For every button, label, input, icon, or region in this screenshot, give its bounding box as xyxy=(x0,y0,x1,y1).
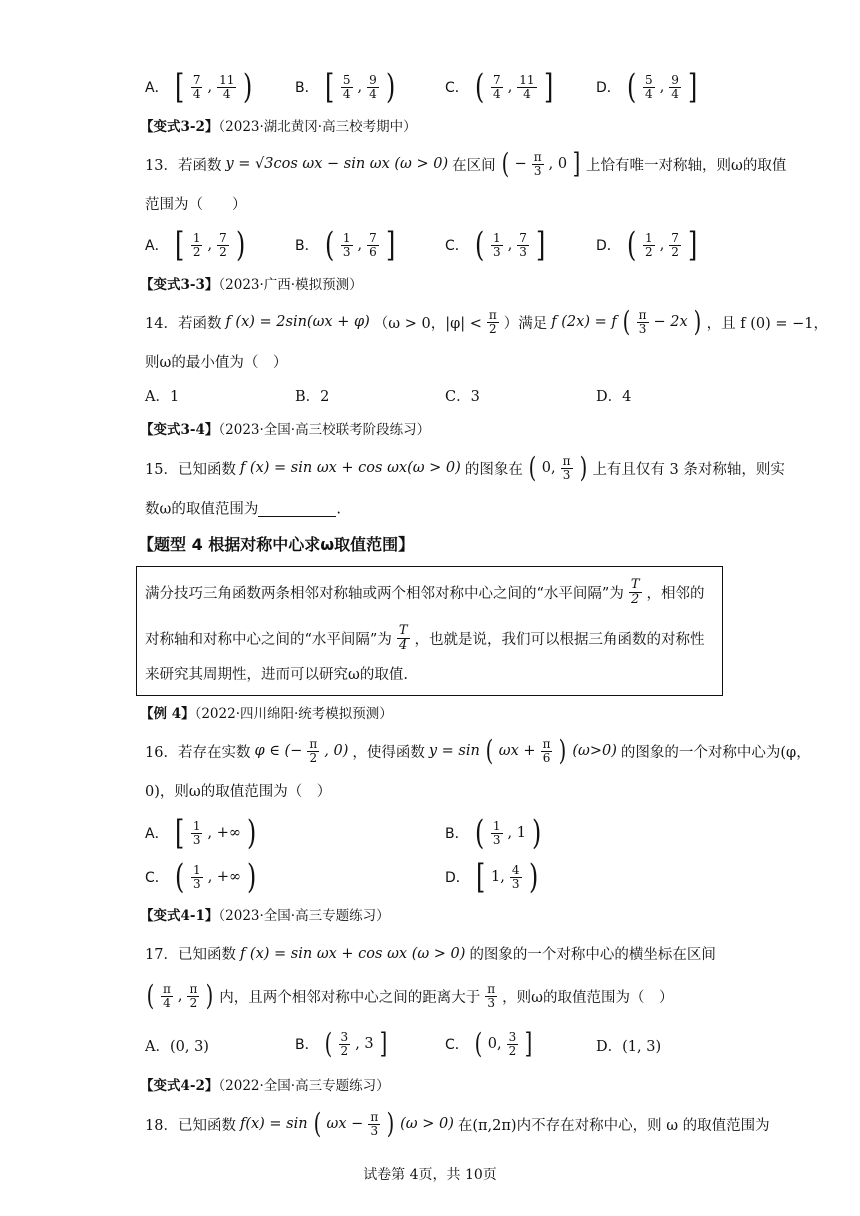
option-b: B． ( $\frac{1}{3}$ , 1 ) xyxy=(445,813,542,853)
page-footer: 试卷第 4页，共 10页 xyxy=(363,1167,497,1183)
option-d: D．4 xyxy=(596,389,632,405)
option-a: A．(0, 3) xyxy=(145,1039,209,1055)
option-a: A． [ $\frac{1}{2}$ , $\frac{7}{2}$ ) xyxy=(145,225,246,265)
question-14: 14．若函数 f (x) = 2sin(ωx + φ) （ω > 0，|φ| < $\frac{\pi}{2}$ ）满足 f (2x) = f ( $\frac{\pi}{3}$ − 2x ) ，且 f (0) = −1， xyxy=(145,305,829,338)
option-c: C． ( $\frac{1}{3}$ , $\frac{7}{3}$ ] xyxy=(445,225,546,265)
variant-heading: 【变式4-2】（2022·全国·高三专题练习） xyxy=(140,1078,390,1094)
option-c: C． ( $\frac{7}{4}$ , $\frac{11}{4}$ ] xyxy=(445,67,553,107)
question-17: 17．已知函数 f (x) = sin ωx + cos ωx (ω > 0) 的图象的一个对称中心的横坐标在区间 xyxy=(145,945,716,963)
option-a: A． [ $\frac{1}{3}$ , +∞ ) xyxy=(145,813,257,853)
option-c: C．3 xyxy=(445,389,480,405)
question-18: 18．已知函数 f(x) = sin ( ωx − $\frac{\pi}{3}$ ) (ω > 0) 在(π,2π)内不存在对称中心，则 ω 的取值范围为 xyxy=(145,1107,770,1140)
tips-line-2: 对称轴和对称中心之间的“水平间隔”为 $\frac{T}{4}$ ，也就是说，我们可以根据三角函数的对称性 xyxy=(145,623,705,653)
variant-heading: 【变式3-4】（2023·全国·高三校联考阶段练习） xyxy=(140,422,431,438)
tips-line-3: 来研究其周期性，进而可以研究ω的取值. xyxy=(145,667,408,683)
option-a: A． [ $\frac{7}{4}$ , $\frac{11}{4}$ ) xyxy=(145,67,253,107)
question-17-line2: ( $\frac{\pi}{4}$ , $\frac{\pi}{2}$ ) 内，且两个相邻对称中心之间的距离大于 $\frac{\pi}{3}$ ，则ω的取值范围为（ ） xyxy=(146,979,674,1012)
option-d: D． [ 1, $\frac{4}{3}$ ) xyxy=(445,857,538,897)
option-c: C． ( $\frac{1}{3}$ , +∞ ) xyxy=(145,857,257,897)
option-d: D． ( $\frac{5}{4}$ , $\frac{9}{4}$ ] xyxy=(596,67,698,107)
answer-blank xyxy=(258,502,336,517)
option-d: D． ( $\frac{1}{2}$ , $\frac{7}{2}$ ] xyxy=(596,225,698,265)
option-b: B． ( $\frac{3}{2}$ , 3 ] xyxy=(295,1027,387,1060)
question-15-line2: 数ω的取值范围为 . xyxy=(145,501,341,518)
tips-line-1: 满分技巧三角函数两条相邻对称轴或两个相邻对称中心之间的“水平间隔”为 $\frac{T}{2}$ ，相邻的 xyxy=(145,577,705,607)
example-heading: 【例 4】（2022·四川绵阳·统考模拟预测） xyxy=(140,706,393,722)
variant-heading: 【变式3-3】（2023·广西·模拟预测） xyxy=(140,277,363,293)
option-b: B． ( $\frac{1}{3}$ , $\frac{7}{6}$ ] xyxy=(295,225,396,265)
option-a: A．1 xyxy=(145,389,180,405)
question-16: 16．若存在实数 φ ∈ (− $\frac{\pi}{2}$ , 0) ，使得函数 y = sin ( ωx + $\frac{\pi}{6}$ ) (ω>0) 的图象的一个对称中心为(φ， xyxy=(145,734,811,767)
question-13: 13．若函数 y = √3cos ωx − sin ωx (ω > 0) 在区间 ( − $\frac{\pi}{3}$ , 0 ] 上恰有唯一对称轴，则ω的取值 xyxy=(145,147,787,180)
option-d: D．(1, 3) xyxy=(596,1039,662,1055)
option-b: B． [ $\frac{5}{4}$ , $\frac{9}{4}$ ) xyxy=(295,67,396,107)
option-c: C． ( 0, $\frac{3}{2}$ ] xyxy=(445,1027,533,1060)
option-b: B．2 xyxy=(295,389,330,405)
question-13-line2: 范围为（ ） xyxy=(145,197,247,213)
variant-heading: 【变式3-2】（2023·湖北黄冈·高三校考期中） xyxy=(140,119,417,135)
question-15: 15．已知函数 f (x) = sin ωx + cos ωx(ω > 0) 的图象在 ( 0, $\frac{\pi}{3}$ ) 上有且仅有 3 条对称轴，则实 xyxy=(145,451,785,484)
question-14-line2: 则ω的最小值为（ ） xyxy=(145,355,288,371)
variant-heading: 【变式4-1】（2023·全国·高三专题练习） xyxy=(140,908,390,924)
question-16-line2: 0)，则ω的取值范围为（ ） xyxy=(145,784,332,800)
section-heading: 【题型 4 根据对称中心求ω取值范围】 xyxy=(138,535,415,554)
